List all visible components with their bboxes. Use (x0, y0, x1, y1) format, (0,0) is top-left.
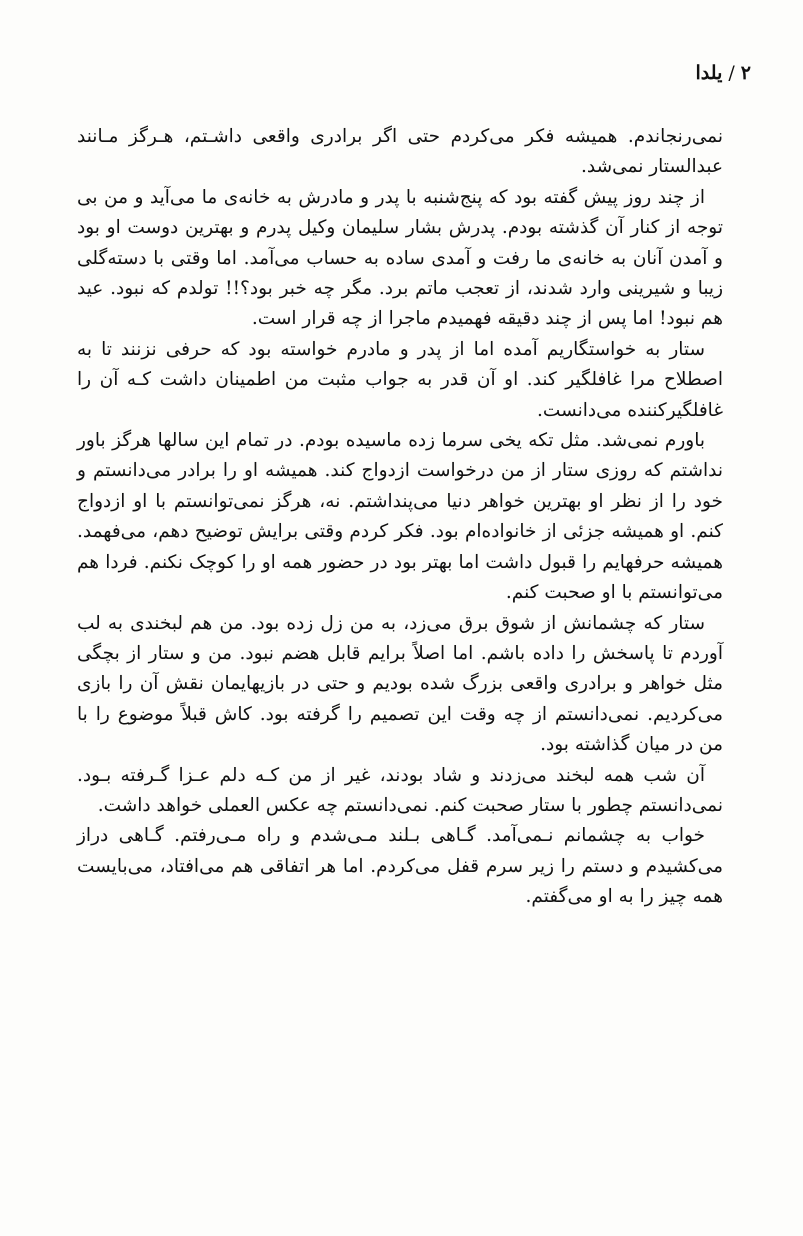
paragraph-1: نمی‌رنجاندم. همیشه فکر می‌کردم حتی اگر برادری واقعی داشـتم، هـرگز مـانند عبدالستار نمی‌شد. (77, 126, 723, 178)
paragraph-3: ستار به خواستگاریم آمده اما از پدر و مادرم خواسته بود که حرفی نزنند تا به اصطلاح مرا غافلگیر کند. او آن قدر به جواب مثبت من اطمینان داشت کـه آن را غافلگیرکننده می‌دانست. (77, 338, 723, 421)
page-number: ۲ (740, 62, 751, 84)
paragraph-2: از چند روز پیش گفته بود که پنج‌شنبه با پدر و مادرش به خانه‌ی ما می‌آید و من بی توجه از کنار آن گذشته بودم. پدرش بشار سلیمان وکیل پدرم و بهترین دوست او بود و آمدن آنان به خانه‌ی ما رفت و آمدی ساده به حساب می‌آمد. اما وقتی با دسته‌گلی زیبا و شیرینی وارد شدند، از تعجب ماتم برد. مگر چه خبر بود؟!! تولدم که نبود. عید هم نبود! اما پس از چند دقیقه فهمیدم ماجرا از چه قرار است. (77, 186, 724, 330)
paragraph-4: باورم نمی‌شد. مثل تکه یخی سرما زده ماسیده بودم. در تمام این سالها هرگز باور نداشتم که روزی ستار از من درخواست ازدواج کند. همیشه او را برادر می‌دانستم و خود را از نظر او بهترین خواهر دنیا می‌پنداشتم. نه، هرگز نمی‌توانستم با او ازدواج کنم. او همیشه جزئی از خانواده‌ام بود. فکر کردم وقتی برایش توضیح دهم، می‌فهمد. همیشه حرفهایم را قبول داشت اما بهتر بود در حضور همه او را کوچک نکنم. فردا هم می‌توانستم با او صحبت کنم. (77, 430, 723, 604)
header-separator: / (728, 62, 735, 84)
paragraph-7: خواب به چشمانم نـمی‌آمد. گـاهی بـلند مـی‌شدم و راه مـی‌رفتم. گـاهی دراز می‌کشیدم و دستم را زیر سرم قفل می‌کردم. اما هر اتفاقی هم می‌افتاد، می‌بایست همه چیز را به او می‌گفتم. (77, 825, 723, 908)
paragraph-6: آن شب همه لبخند می‌زدند و شاد بودند، غیر از من کـه دلم عـزا گـرفته بـود. نمی‌دانستم چطور با ستار صحبت کنم. نمی‌دانستم چه عکس العملی خواهد داشت. (77, 764, 723, 816)
body-text (77, 122, 723, 913)
paragraph-5: ستار که چشمانش از شوق برق می‌زد، به من زل زده بود. من هم لبخندی به لب آوردم تا پاسخش را داده باشم. اما اصلاً برایم قابل هضم نبود. من و ستار از بچگی مثل خواهر و برادری واقعی بزرگ شده بودیم و حتی در بازیهایمان نقش آن را بازی می‌کردیم. نمی‌دانستم از چه وقت این تصمیم را گرفته بود. کاش قبلاً موضوع را با من در میان گذاشته بود. (77, 612, 723, 756)
book-title: یلدا (695, 62, 723, 84)
running-head (696, 62, 751, 84)
